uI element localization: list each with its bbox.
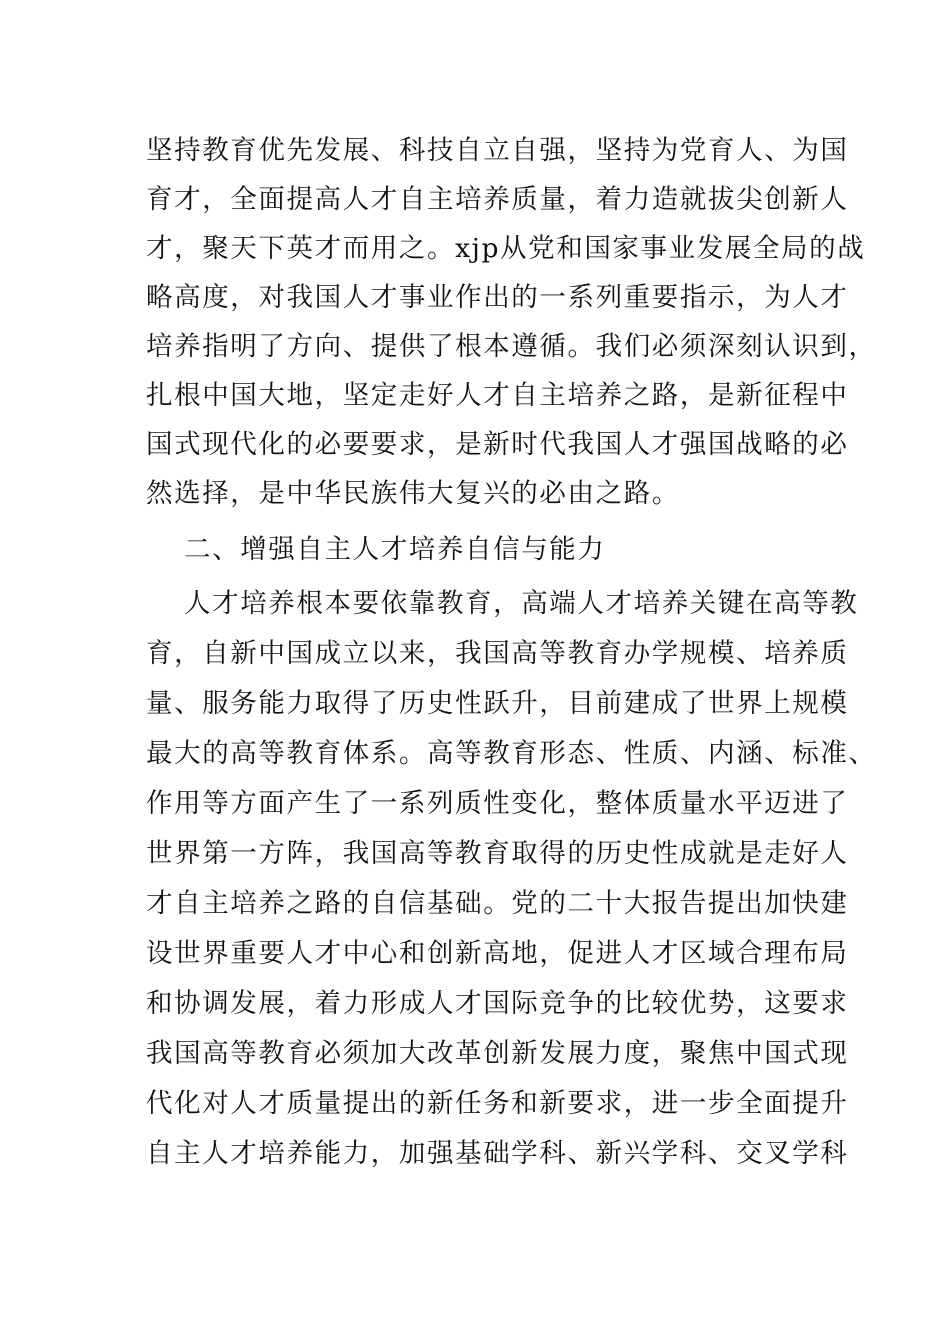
paragraph-line: 略高度，对我国人才事业作出的一系列重要指示，为人才 [146, 282, 849, 313]
paragraph-line: 国式现代化的必要要求，是新时代我国人才强国战略的必 [146, 429, 849, 460]
paragraph-line: 作用等方面产生了一系列质性变化，整体质量水平迈进了 [146, 788, 849, 819]
paragraph-line: 才自主培养之路的自信基础。党的二十大报告提出加快建 [146, 888, 849, 919]
paragraph-line: 才，聚天下英才而用之。xjp从党和国家事业发展全局的战 [146, 233, 866, 264]
paragraph-line: 坚持教育优先发展、科技自立自强，坚持为党育人、为国 [146, 135, 849, 166]
paragraph-line: 量、服务能力取得了历史性跃升，目前建成了世界上规模 [146, 688, 849, 719]
paragraph-line: 扎根中国大地，坚定走好人才自主培养之路，是新征程中 [146, 380, 849, 411]
section-heading: 二、增强自主人才培养自信与能力 [184, 534, 606, 565]
paragraph-line: 然选择，是中华民族伟大复兴的必由之路。 [146, 478, 680, 509]
paragraph-line: 和协调发展，着力形成人才国际竞争的比较优势，这要求 [146, 988, 849, 1019]
paragraph-line: 我国高等教育必须加大改革创新发展力度，聚焦中国式现 [146, 1038, 849, 1069]
paragraph-line: 设世界重要人才中心和创新高地，促进人才区域合理布局 [146, 938, 849, 969]
paragraph-line: 人才培养根本要依靠教育，高端人才培养关键在高等教 [184, 588, 859, 619]
paragraph-line: 培养指明了方向、提供了根本遵循。我们必须深刻认识到， [146, 331, 877, 362]
paragraph-line: 育，自新中国成立以来，我国高等教育办学规模、培养质 [146, 638, 849, 669]
paragraph-line: 世界第一方阵，我国高等教育取得的历史性成就是走好人 [146, 838, 849, 869]
paragraph-line: 育才，全面提高人才自主培养质量，着力造就拔尖创新人 [146, 184, 849, 215]
paragraph-line: 最大的高等教育体系。高等教育形态、性质、内涵、标准、 [146, 738, 877, 769]
paragraph-line: 自主人才培养能力，加强基础学科、新兴学科、交叉学科 [146, 1138, 849, 1169]
paragraph-line: 代化对人才质量提出的新任务和新要求，进一步全面提升 [146, 1088, 849, 1119]
